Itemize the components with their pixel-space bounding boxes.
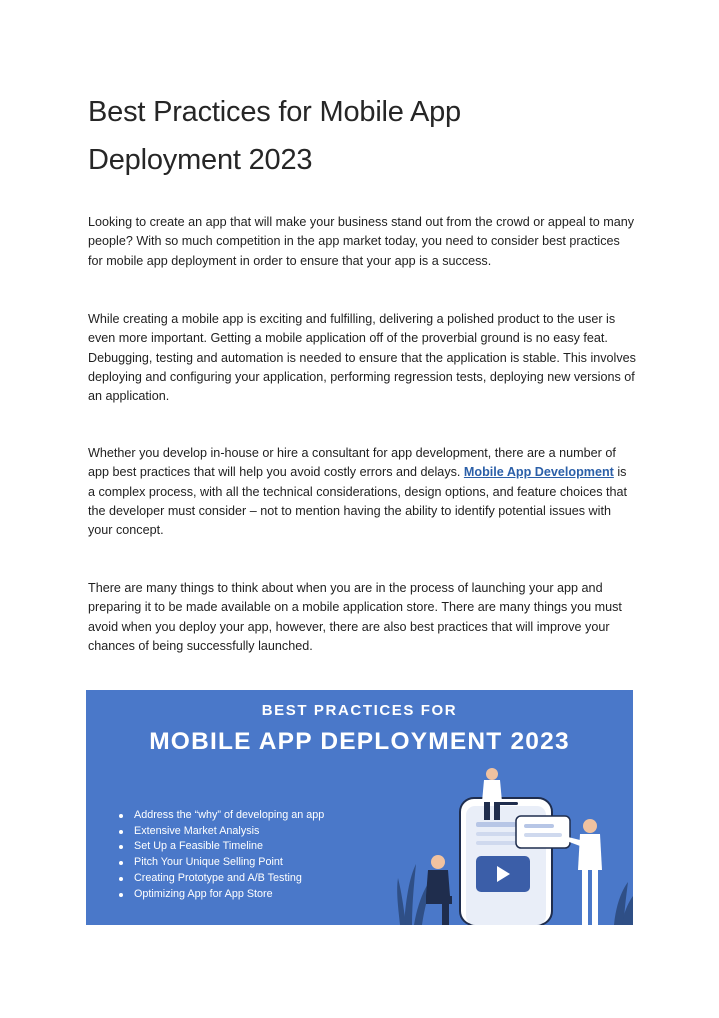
title-line-2: Deployment 2023: [88, 144, 313, 176]
banner-title: MOBILE APP DEPLOYMENT 2023: [149, 728, 570, 755]
title-line-1: Best Practices for Mobile App: [88, 96, 461, 128]
paragraph-launching: There are many things to think about when you are in the process of launching your app and preparing it to be made available on a mobile application store. There are many things you must avoid when you deploy your app, however, there are also best practices that will improve your chances of being successfully launched.: [88, 581, 622, 653]
banner-bullet-2: Extensive Market Analysis: [116, 824, 324, 840]
banner-bullet-1: Address the “why” of developing an app: [116, 808, 324, 824]
banner-bullet-6: Optimizing App for App Store: [116, 887, 324, 903]
paragraph-polished-product: While creating a mobile app is exciting and fulfilling, delivering a polished product to the user is even more important. Getting a mobile application off of the proverbial ground is no easy feat. Debugging, testing and automation is needed to ensure that the application is stable. This involves deploying and configuring your application, performing regression tests, deploying new versions of an application.: [88, 312, 636, 404]
page-title: [88, 88, 648, 184]
banner-bullet-list: [116, 808, 324, 902]
paragraph-best-practices: [88, 444, 636, 540]
message-card-icon: [516, 816, 570, 848]
banner-bullet-5: Creating Prototype and A/B Testing: [116, 871, 324, 887]
paragraph-intro: Looking to create an app that will make your business stand out from the crowd or appeal to many people? With so much competition in the app market today, you need to consider best practices for mobile app deployment in order to ensure that your app is a success.: [88, 215, 635, 268]
paragraph-text-after-link: is a complex process, with all the technical considerations, design options, and feature choices that the developer must consider – not to mention having the ability to identify potential issues with your concept.: [88, 465, 628, 538]
banner-bullet-4: Pitch Your Unique Selling Point: [116, 855, 324, 871]
person-sitting-icon: [426, 855, 452, 925]
banner-image: [86, 690, 633, 925]
people-around-smartphone-illustration: [396, 766, 633, 925]
banner-subtitle: BEST PRACTICES FOR: [261, 702, 458, 719]
mobile-app-development-link[interactable]: Mobile App Development: [463, 465, 614, 480]
banner-bullet-3: Set Up a Feasible Timeline: [116, 839, 324, 855]
paragraph-text-before-link: Whether you develop in-house or hire a consultant for app development, there are a number of app best practices that will help you avoid costly errors and delays.: [88, 446, 616, 480]
plant-icon: [614, 882, 633, 925]
